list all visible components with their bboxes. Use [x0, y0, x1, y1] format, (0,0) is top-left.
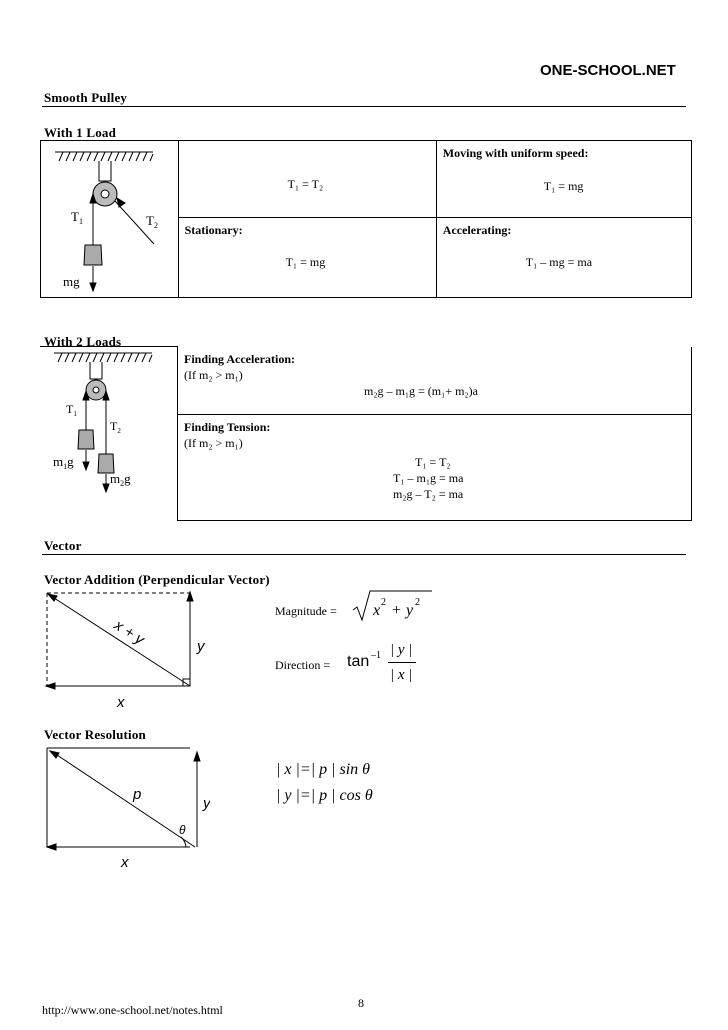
fraction-denominator: | x |	[390, 667, 413, 683]
p-label: p	[133, 786, 142, 803]
uniform-label: Moving with uniform speed:	[442, 146, 589, 160]
mg-arrow-head	[90, 283, 96, 291]
mass-1	[78, 430, 94, 449]
magnitude-formula	[350, 588, 435, 624]
x-arrow-head	[46, 683, 55, 689]
acceleration-condition: (If m₂ > m₁)	[184, 367, 243, 382]
one-load-pulley-diagram	[41, 141, 178, 296]
theta-label: θ	[179, 823, 186, 837]
accelerating-eq: T₁ – mg = ma	[525, 255, 593, 269]
m1g-label: $m_1g$	[53, 454, 74, 471]
tan-function: tan	[347, 653, 370, 670]
section-divider	[42, 106, 686, 107]
fraction-numerator: | y |	[390, 642, 413, 658]
t1-label: $T_1$	[71, 209, 83, 226]
x-label: x	[121, 854, 129, 871]
m2g-label: $m_2g$	[110, 471, 131, 488]
tension-eq-3: m₂g – T₂ = ma	[393, 487, 464, 501]
page-number: 8	[358, 996, 364, 1010]
t2-arrow-head	[117, 198, 125, 207]
resultant-label: x + y	[111, 616, 148, 649]
direction-label: Direction =	[275, 658, 331, 672]
load-mass	[84, 245, 102, 265]
footer-url[interactable]: http://www.one-school.net/notes.html	[42, 1003, 223, 1017]
accelerating-cell	[436, 218, 691, 298]
subsection-title-one-load: With 1 Load	[44, 125, 117, 140]
svg-text:y: y	[406, 602, 414, 619]
tension-eq-1: T₁ = T₂	[415, 455, 451, 469]
tension-eq-2: T₁ – m₁g = ma	[393, 471, 464, 485]
uniform-left-eq: T₁ = T₂	[287, 177, 324, 191]
section-title-smooth-pulley: Smooth Pulley	[44, 90, 128, 105]
magnitude-label: Magnitude =	[275, 604, 337, 618]
one-load-diagram-cell	[41, 141, 179, 298]
vector-resolution-diagram	[40, 743, 210, 873]
accelerating-label: Accelerating:	[442, 223, 512, 237]
p-arrow-head	[50, 751, 59, 758]
tension-label: Finding Tension:	[184, 420, 271, 434]
y-label: y	[203, 795, 210, 812]
site-brand: ONE-SCHOOL.NET	[540, 62, 676, 79]
subsection-title-vector-addition: Vector Addition (Perpendicular Vector)	[44, 572, 270, 587]
t2-label: $T_2$	[146, 213, 158, 230]
acceleration-cell	[178, 347, 692, 415]
tension-cell	[178, 415, 692, 521]
subsection-title-two-loads: With 2 Loads	[44, 334, 122, 349]
svg-text:2: 2	[415, 597, 420, 608]
stationary-eq: T₁ = mg	[285, 255, 326, 269]
x-label: x	[117, 694, 125, 710]
two-loads-diagram-cell	[40, 347, 178, 521]
resolution-eq-1: | x |=| p | sin θ	[276, 761, 371, 778]
svg-text:2: 2	[381, 597, 386, 608]
acceleration-eq: m₂g – m₁g = (m₁+ m₂)a	[364, 383, 478, 398]
m2g-arrow-head	[103, 484, 109, 492]
section-divider	[42, 554, 686, 555]
uniform-right-cell	[436, 141, 691, 218]
t1-label: $T_1$	[66, 402, 77, 418]
ceiling-hatching	[58, 353, 152, 362]
y-arrow-head	[194, 752, 200, 761]
subsection-title-vector-resolution: Vector Resolution	[44, 727, 146, 742]
svg-text:x: x	[373, 602, 381, 619]
stationary-cell	[178, 218, 436, 298]
ceiling-hatching	[59, 152, 153, 161]
mg-label: mg	[63, 274, 80, 289]
resultant-arrow-head	[48, 594, 57, 601]
two-loads-table	[40, 346, 692, 521]
x-arrow-head	[47, 844, 56, 850]
acceleration-label: Finding Acceleration:	[184, 351, 295, 366]
fraction-bar	[388, 662, 416, 663]
two-loads-pulley-diagram	[40, 347, 177, 519]
svg-text:+: +	[392, 602, 402, 619]
uniform-left-cell	[178, 141, 436, 218]
resolution-eq-2: | y |=| p | cos θ	[276, 787, 373, 804]
stationary-label: Stationary:	[184, 223, 243, 237]
t2-label: $T_2$	[110, 419, 121, 435]
tension-condition: (If m₂ > m₁)	[184, 436, 243, 450]
section-title-vector: Vector	[44, 538, 82, 553]
vector-addition-diagram	[40, 585, 210, 710]
y-label: y	[197, 638, 205, 655]
uniform-right-eq: T₁ = mg	[543, 179, 584, 193]
m1g-arrow-head	[83, 462, 89, 470]
inverse-exponent: –1	[371, 650, 381, 661]
one-load-table	[40, 140, 692, 298]
